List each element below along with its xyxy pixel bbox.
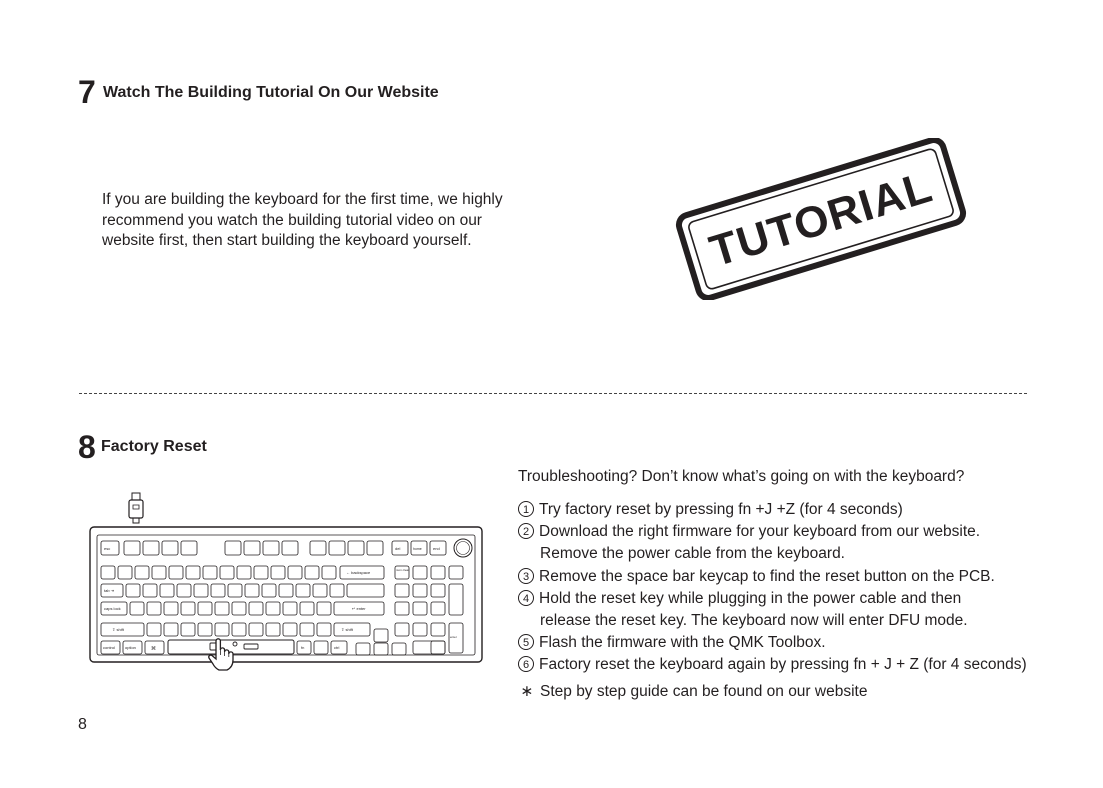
step-number-marker: 1 bbox=[518, 501, 534, 517]
step-item bbox=[518, 588, 961, 610]
section-7-body-line: If you are building the keyboard for the first time, we highly bbox=[102, 191, 503, 208]
key-fn: fn bbox=[301, 645, 305, 650]
key-ctrl: ctrl bbox=[334, 645, 340, 650]
section-8-number: 8 bbox=[78, 429, 96, 465]
section-7-number: 7 bbox=[78, 74, 96, 110]
section-8-title: Factory Reset bbox=[101, 438, 207, 455]
step-text: Try factory reset by pressing fn +J +Z (for 4 seconds) bbox=[539, 501, 903, 518]
step-item bbox=[518, 632, 826, 654]
step-item bbox=[518, 654, 1027, 676]
key-control: control bbox=[103, 645, 116, 650]
key-home: home bbox=[413, 547, 422, 551]
note-text: Step by step guide can be found on our website bbox=[540, 683, 868, 700]
tutorial-stamp bbox=[661, 138, 981, 300]
key-del: del bbox=[395, 546, 401, 551]
step-text-continued: Remove the power cable from the keyboard. bbox=[540, 545, 845, 562]
step-text: Remove the space bar keycap to find the reset button on the PCB. bbox=[539, 568, 995, 585]
step-text: Factory reset the keyboard again by pressing fn + J + Z (for 4 seconds) bbox=[539, 656, 1027, 673]
troubleshooting-intro: Troubleshooting? Don’t know what’s going on with the keyboard? bbox=[518, 468, 965, 485]
step-number-marker: 2 bbox=[518, 523, 534, 539]
key-num-lock: num clear bbox=[396, 568, 410, 572]
step-text: Download the right firmware for your keyboard from our website. bbox=[539, 523, 981, 540]
step-item bbox=[518, 499, 903, 521]
step-number-marker: 5 bbox=[518, 634, 534, 650]
usb-cable-icon bbox=[129, 493, 143, 523]
section-7-body bbox=[102, 190, 503, 252]
key-enter: ↵ enter bbox=[352, 606, 366, 611]
key-caps-lock: caps lock bbox=[104, 606, 121, 611]
step-item bbox=[518, 521, 980, 543]
step-text-continued: release the reset key. The keyboard now will enter DFU mode. bbox=[540, 612, 968, 629]
stamp-text: TUTORIAL bbox=[704, 162, 939, 277]
section-7-title: Watch The Building Tutorial On Our Website bbox=[103, 84, 439, 101]
section-7-body-line: recommend you watch the building tutorial video on our bbox=[102, 211, 482, 229]
page-number: 8 bbox=[78, 716, 87, 733]
key-cmd: ⌘ bbox=[151, 646, 156, 652]
key-tab: tab ⇥ bbox=[104, 588, 115, 593]
key-right-shift: ⇧ shift bbox=[341, 627, 353, 632]
step-number-marker: 6 bbox=[518, 656, 534, 672]
step-number-marker: 3 bbox=[518, 568, 534, 584]
step-text: Hold the reset key while plugging in the power cable and then bbox=[539, 590, 962, 607]
key-option: option bbox=[125, 645, 136, 650]
note-asterisk: ∗ bbox=[520, 683, 534, 700]
key-end: end bbox=[433, 546, 440, 551]
note-item bbox=[518, 681, 867, 703]
step-item bbox=[518, 566, 995, 588]
key-left-shift: ⇧ shift bbox=[112, 627, 124, 632]
step-text: Flash the firmware with the QMK Toolbox. bbox=[539, 634, 826, 651]
key-esc: esc bbox=[104, 546, 111, 551]
step-number-marker: 4 bbox=[518, 590, 534, 606]
section-divider bbox=[79, 393, 1027, 394]
section-7-body-line: website first, then start building the keyboard yourself. bbox=[102, 232, 472, 249]
keyboard-illustration bbox=[88, 490, 484, 680]
key-backspace: ← backspace bbox=[346, 570, 371, 575]
key-num-enter: enter bbox=[450, 635, 457, 639]
